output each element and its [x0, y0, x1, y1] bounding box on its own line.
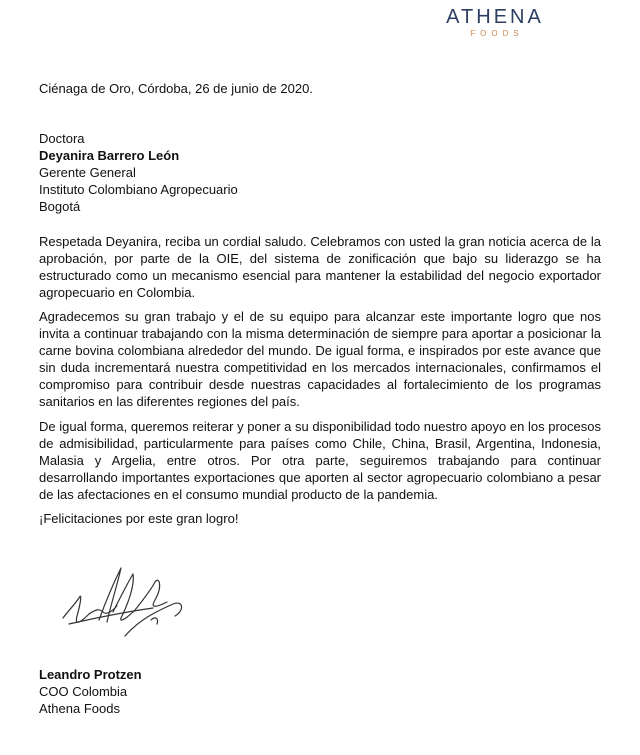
body-paragraph-3: De igual forma, queremos reiterar y poner a su disponibilidad todo nuestro apoyo en los procesos de admisibilidad, particularmente para países como Chile, China, Brasil, Argentina, Indonesia, Malasia y Argelia, entre otros. Por otra parte, seguiremos trabajando para continuar desarrollando importantes exportaciones que aporten al sector agropecuario colombiano a pesar de las afectaciones en el consumo mundial producto de la pandemia. [39, 419, 601, 502]
signer-title: COO Colombia [39, 684, 128, 699]
recipient-block [39, 130, 601, 215]
signer-company: Athena Foods [39, 701, 120, 716]
signer-block [39, 666, 601, 717]
logo-name: ATHENA [446, 6, 544, 28]
handwritten-signature [55, 560, 190, 650]
recipient-salutation-title: Doctora [39, 131, 85, 146]
signer-name: Leandro Protzen [39, 667, 142, 682]
recipient-position: Gerente General [39, 165, 136, 180]
athena-foods-logo [445, 6, 545, 39]
recipient-city: Bogotá [39, 199, 81, 214]
body-paragraph-1: Respetada Deyanira, reciba un cordial saludo. Celebramos con usted la gran noticia acerca de la aprobación, por parte de la OIE, del sistema de zonificación que bajo su liderazgo se ha estructurado como un mecanismo esencial para mantener la estabilidad del negocio exportador agropecuario en Colombia. [39, 234, 601, 300]
recipient-organization: Instituto Colombiano Agropecuario [39, 182, 238, 197]
closing-line: ¡Felicitaciones por este gran logro! [39, 511, 239, 526]
letter-date: Ciénaga de Oro, Córdoba, 26 de junio de 2020. [39, 81, 313, 96]
logo-subtitle: FOODS [470, 29, 524, 38]
recipient-name: Deyanira Barrero León [39, 148, 180, 163]
body-paragraph-2: Agradecemos su gran trabajo y el de su equipo para alcanzar este importante logro que nos invita a continuar trabajando con la misma determinación de siempre para aportar a posicionar la carne bovina colombiana alrededor del mundo. De igual forma, e inspirados por este avance que sin duda incrementará nuestra competitividad en los mercados internacionales, confirmamos el compromiso para contribuir desde nuestras capacidades al fortalecimiento de los programas sanitarios en las diferentes regiones del país. [39, 309, 601, 409]
